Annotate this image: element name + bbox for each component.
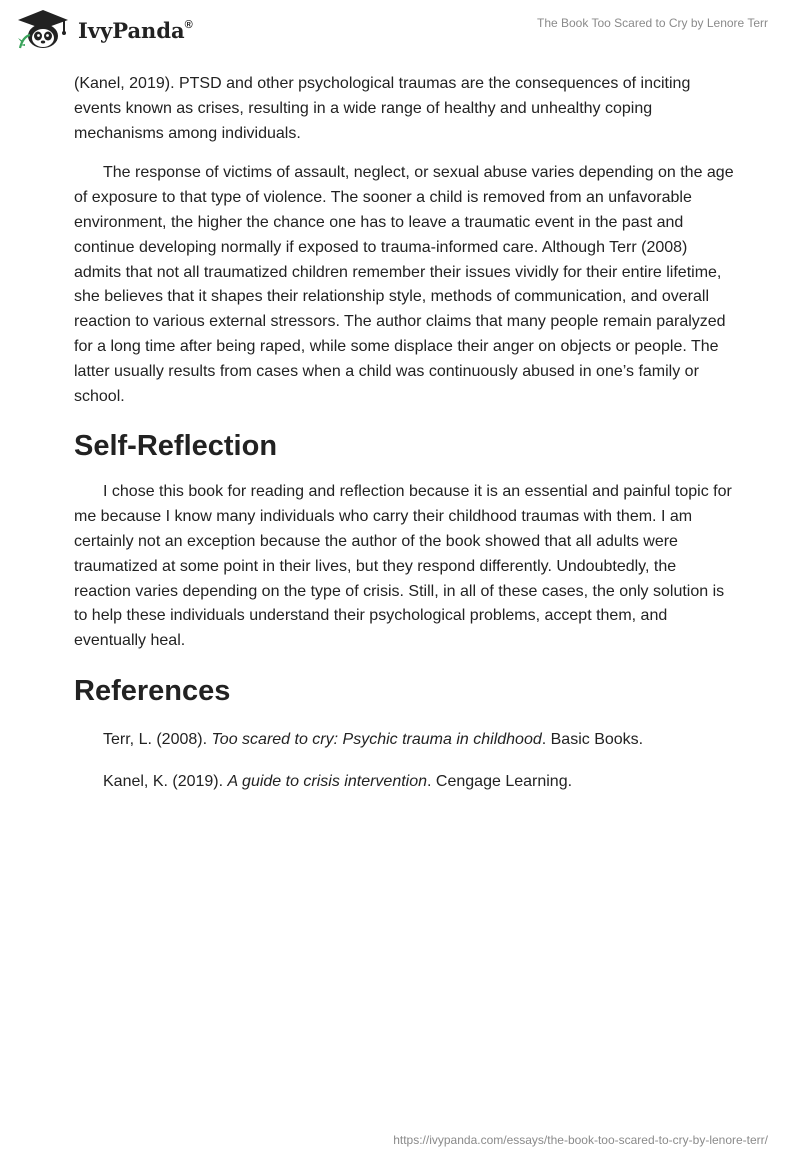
reference-list bbox=[74, 728, 734, 795]
brand-name: IvyPanda® bbox=[78, 17, 193, 43]
reference-title: A guide to crisis intervention bbox=[227, 772, 428, 790]
registered-mark: ® bbox=[184, 18, 193, 31]
ivypanda-logo[interactable] bbox=[14, 8, 193, 50]
section-heading-self-reflection: Self-Reflection bbox=[74, 430, 278, 463]
reference-title: Too scared to cry: Psychic trauma in childhood bbox=[211, 730, 542, 748]
reference-item: Terr, L. (2008). Too scared to cry: Psychic trauma in childhood. Basic Books. bbox=[103, 730, 644, 748]
reference-item: Kanel, K. (2019). A guide to crisis intervention. Cengage Learning. bbox=[103, 772, 573, 790]
panda-graduate-icon bbox=[14, 8, 72, 50]
paragraph: I chose this book for reading and reflection because it is an essential and painful topic for me because I know many individuals who carry their childhood traumas with them. I am certainly not an exception because the author of the book showed that all adults were traumatized at some point in their lives, but they respond differently. Undoubtedly, the reaction varies depending on the type of crisis. Still, in all of these cases, the only solution is to help these individuals understand their psychological problems, accept them, and eventually heal. bbox=[74, 483, 732, 650]
paragraph: The response of victims of assault, neglect, or sexual abuse varies depending on the age of exposure to that type of violence. The sooner a child is removed from an unfavorable environment, the higher the chance one has to leave a traumatic event in the past and continue developing normally if exposed to trauma-informed care. Although Terr (2008) admits that not all traumatized children remember their issues vividly for their entire lifetime, she believes that it shapes their relationship style, methods of communication, and overall reaction to various external stressors. The author claims that many people remain paralyzed for a long time after being raped, while some displace their anger on objects or people. The latter usually results from cases when a child was continuously abused in one’s family or school. bbox=[74, 164, 734, 405]
source-url[interactable]: https://ivypanda.com/essays/the-book-too-scared-to-cry-by-lenore-terr/ bbox=[393, 1133, 768, 1147]
page-header bbox=[0, 0, 800, 60]
essay-content bbox=[74, 72, 734, 795]
paragraph: (Kanel, 2019). PTSD and other psychological traumas are the consequences of inciting events known as crises, resulting in a wide range of healthy and unhealthy coping mechanisms among individuals. bbox=[74, 75, 691, 142]
running-title: The Book Too Scared to Cry by Lenore Terr bbox=[536, 16, 768, 30]
section-heading-references: References bbox=[74, 674, 231, 707]
